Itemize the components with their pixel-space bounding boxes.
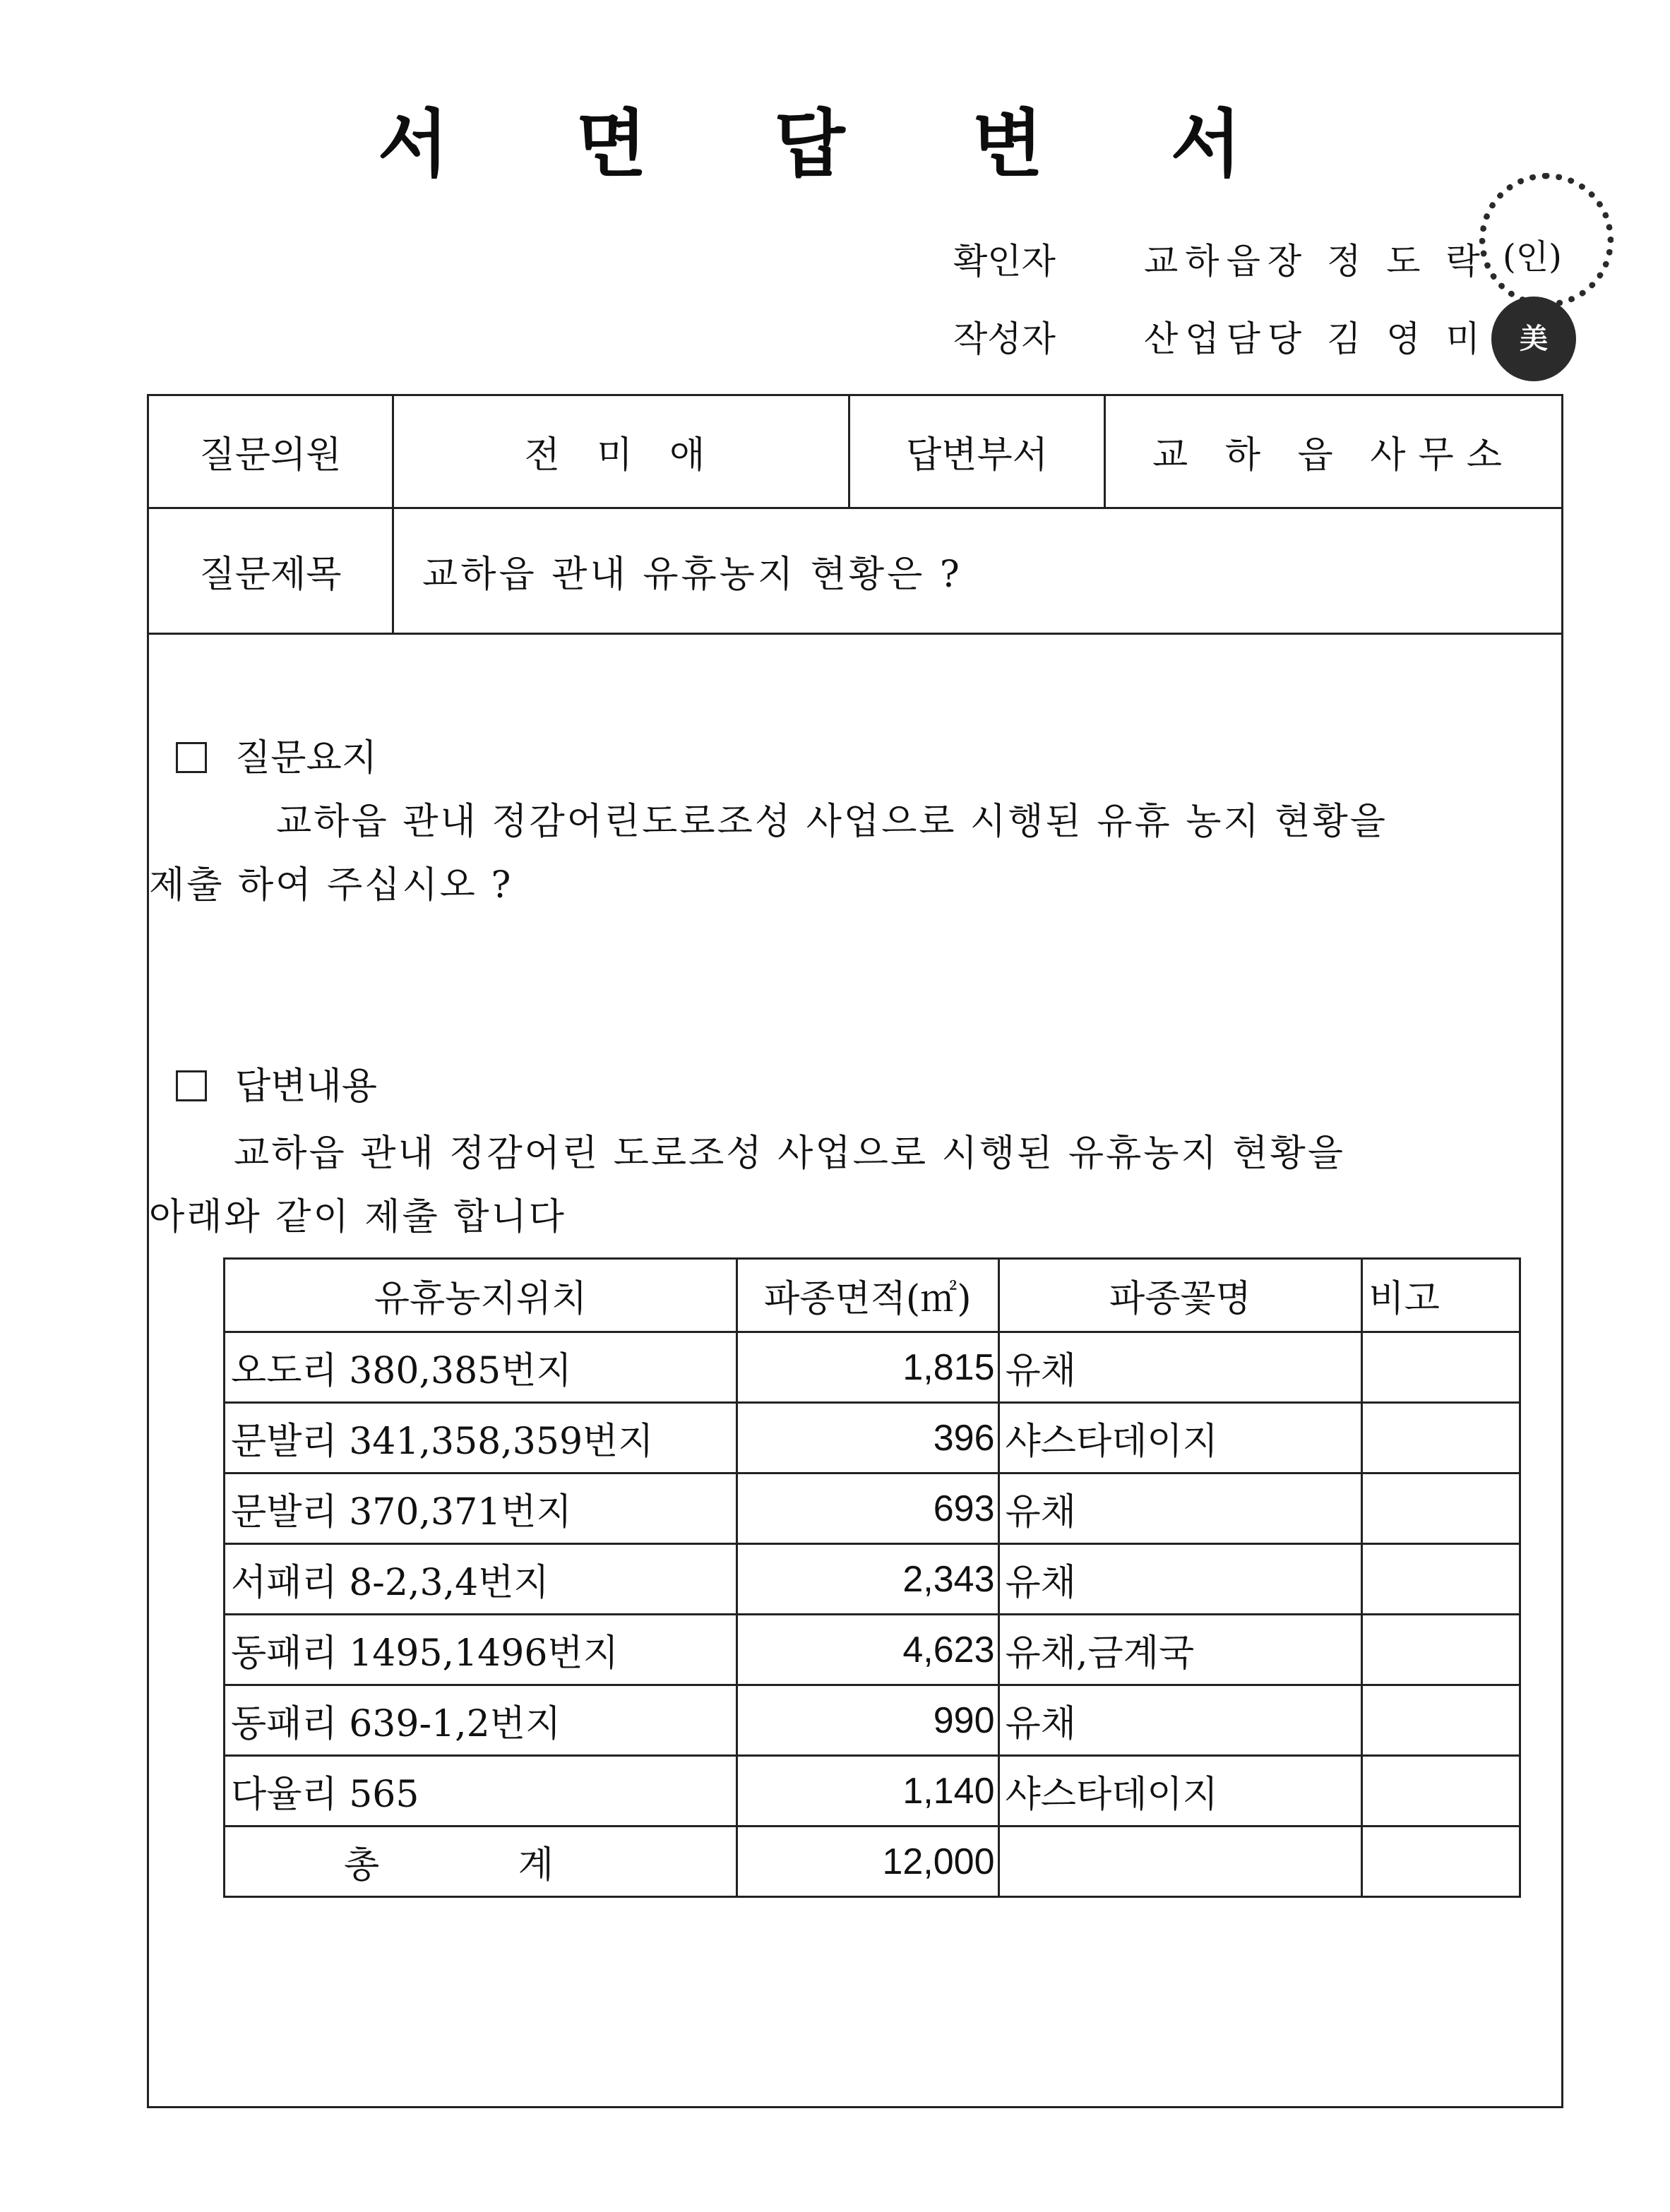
note-cell bbox=[1362, 1473, 1520, 1544]
location-cell: 문발리 341,358,359번지 bbox=[225, 1403, 737, 1473]
column-header: 유휴농지위치 bbox=[225, 1259, 737, 1332]
checkbox-square-icon bbox=[176, 742, 207, 773]
checkbox-square-icon bbox=[176, 1070, 207, 1101]
question-text-line2: 제출 하여 주십시오 ? bbox=[149, 864, 513, 907]
question-text-line1: 교하읍 관내 정감어린도로조성 사업으로 시행된 유휴 농지 현황을 bbox=[276, 801, 1388, 843]
signer-name: 산업담당 김 영 미 bbox=[1144, 318, 1487, 359]
fallow-land-table bbox=[223, 1257, 1521, 1898]
note-cell bbox=[1362, 1544, 1520, 1615]
total-area: 12,000 bbox=[737, 1827, 998, 1897]
area-cell: 2,343 bbox=[737, 1544, 998, 1615]
note-cell bbox=[1362, 1332, 1520, 1403]
area-cell: 990 bbox=[737, 1685, 998, 1756]
total-note bbox=[1362, 1827, 1520, 1897]
total-flower bbox=[998, 1827, 1362, 1897]
answer-form bbox=[147, 394, 1563, 2108]
note-cell bbox=[1362, 1403, 1520, 1473]
table-row bbox=[225, 1332, 1520, 1403]
location-cell: 문발리 370,371번지 bbox=[225, 1473, 737, 1544]
area-cell: 396 bbox=[737, 1403, 998, 1473]
table-header-row bbox=[225, 1259, 1520, 1332]
table-row bbox=[225, 1756, 1520, 1827]
location-cell: 동패리 639-1,2번지 bbox=[225, 1685, 737, 1756]
column-header: 파종면적(㎡) bbox=[737, 1259, 998, 1332]
flower-cell: 샤스타데이지 bbox=[998, 1403, 1362, 1473]
personal-seal: 美 bbox=[1491, 297, 1576, 381]
answer-text-line2: 아래와 같이 제출 합니다 bbox=[149, 1196, 566, 1238]
header-row-subject bbox=[149, 509, 1561, 635]
member-value: 전 미 애 bbox=[394, 396, 850, 507]
dept-value: 교 하 읍 사무소 bbox=[1152, 434, 1515, 477]
answer-text-line1: 교하읍 관내 정감어린 도로조성 사업으로 시행된 유휴농지 현황을 bbox=[234, 1132, 1345, 1175]
location-cell: 동패리 1495,1496번지 bbox=[225, 1615, 737, 1685]
location-cell: 서패리 8-2,3,4번지 bbox=[225, 1544, 737, 1615]
stamp-mark: (인) bbox=[1503, 237, 1562, 277]
note-cell bbox=[1362, 1685, 1520, 1756]
area-cell: 4,623 bbox=[737, 1615, 998, 1685]
member-label: 질문의원 bbox=[149, 396, 394, 507]
answer-heading-row bbox=[176, 1056, 377, 1109]
flower-cell: 유채 bbox=[998, 1544, 1362, 1615]
column-header: 비고 bbox=[1362, 1259, 1520, 1332]
note-cell bbox=[1362, 1615, 1520, 1685]
flower-cell: 유채 bbox=[998, 1685, 1362, 1756]
dept-label: 답변부서 bbox=[850, 396, 1106, 507]
total-label: 총 계 bbox=[225, 1827, 737, 1897]
question-heading-row bbox=[176, 728, 377, 781]
subject-value: 교하읍 관내 유휴농지 현황은 ? bbox=[422, 554, 962, 596]
signer-writer bbox=[953, 311, 1487, 361]
table-row bbox=[225, 1685, 1520, 1756]
flower-cell: 유채,금계국 bbox=[998, 1615, 1362, 1685]
question-heading: 질문요지 bbox=[235, 737, 377, 779]
area-cell: 693 bbox=[737, 1473, 998, 1544]
signer-name: 교하읍장 정 도 락 bbox=[1144, 241, 1487, 282]
signer-role: 작성자 bbox=[953, 318, 1056, 359]
column-header: 파종꽃명 bbox=[998, 1259, 1362, 1332]
document-title: 서 면 답 변 서 bbox=[377, 100, 1293, 187]
location-cell: 다율리 565 bbox=[225, 1756, 737, 1827]
subject-label: 질문제목 bbox=[149, 509, 394, 633]
table-row bbox=[225, 1403, 1520, 1473]
table-total-row bbox=[225, 1827, 1520, 1897]
signer-role: 확인자 bbox=[953, 241, 1056, 282]
flower-cell: 유채 bbox=[998, 1473, 1362, 1544]
flower-cell: 유채 bbox=[998, 1332, 1362, 1403]
table-row bbox=[225, 1615, 1520, 1685]
flower-cell: 샤스타데이지 bbox=[998, 1756, 1362, 1827]
location-cell: 오도리 380,385번지 bbox=[225, 1332, 737, 1403]
note-cell bbox=[1362, 1756, 1520, 1827]
area-cell: 1,140 bbox=[737, 1756, 998, 1827]
table-row bbox=[225, 1473, 1520, 1544]
header-row-member bbox=[149, 396, 1561, 509]
signer-confirmer bbox=[953, 233, 1487, 284]
table-row bbox=[225, 1544, 1520, 1615]
answer-heading: 답변내용 bbox=[235, 1065, 377, 1108]
area-cell: 1,815 bbox=[737, 1332, 998, 1403]
